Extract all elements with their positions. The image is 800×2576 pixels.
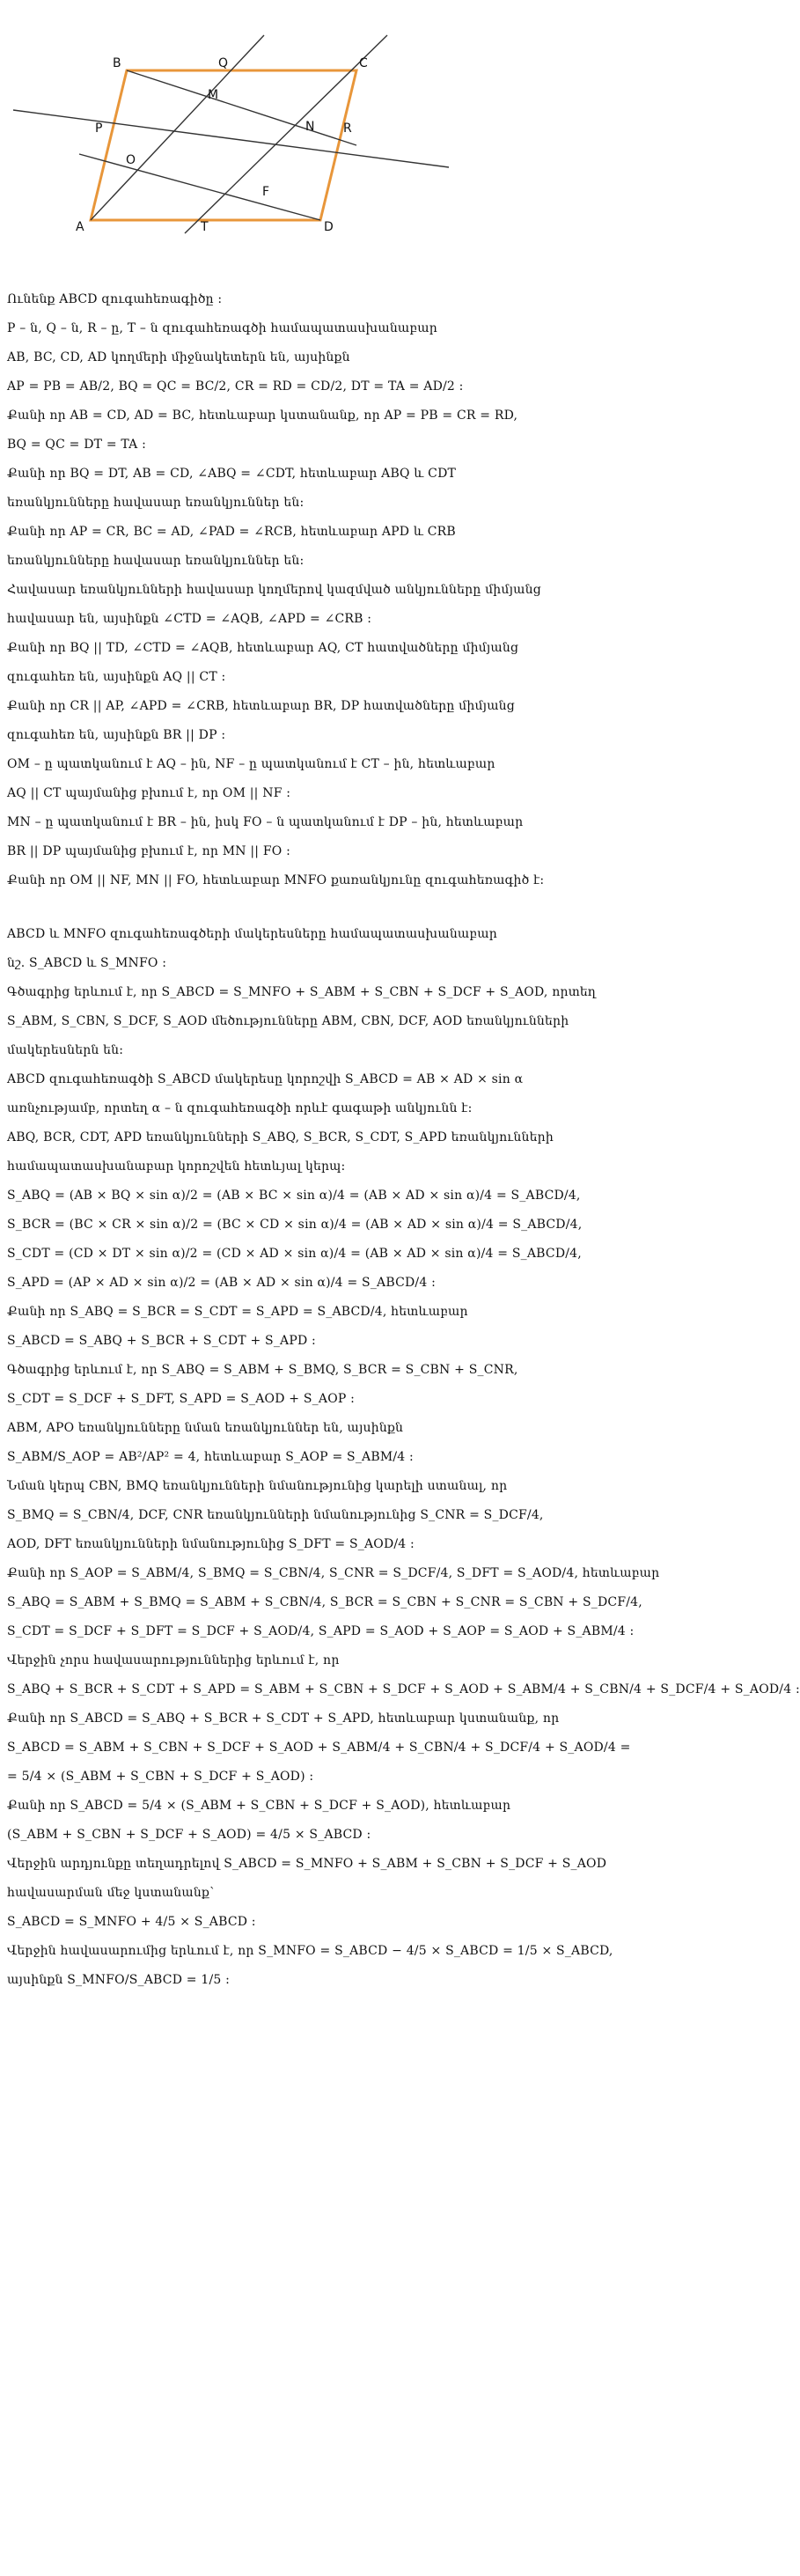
text-line: S_APD = (AP × AD × sin α)/2 = (AB × AD × sin α)/4 = S_ABCD/4 :: [7, 1276, 436, 1290]
text-line: = 5/4 × (S_ABM + S_CBN + S_DCF + S_AOD) :: [7, 1770, 314, 1784]
text-line: S_ABCD = S_MNFO + 4/5 × S_ABCD :: [7, 1915, 256, 1929]
text-line: S_CDT = S_DCF + S_DFT, S_APD = S_AOD + S_AOP :: [7, 1392, 356, 1406]
text-line: BR || DP պայմանից բխում է, որ MN || FO :: [7, 844, 291, 858]
text-line: Քանի որ S_ABCD = S_ABQ + S_BCR + S_CDT + S_APD, հետևաբար կստանանք, որ: [7, 1711, 560, 1726]
text-line: S_ABCD = S_ABM + S_CBN + S_DCF + S_AOD + S_ABM/4 + S_CBN/4 + S_DCF/4 + S_AOD/4 =: [7, 1741, 631, 1755]
text-line: S_ABM/S_AOP = AB²/AP² = 4, հետևաբար S_AOP = S_ABM/4 :: [7, 1450, 414, 1464]
text-line: S_CDT = (CD × DT × sin α)/2 = (CD × AD × sin α)/4 = (AB × AD × sin α)/4 = S_ABCD/4,: [7, 1247, 582, 1261]
text-line: հավասար են, այսինքն ∠CTD = ∠AQB, ∠APD = ∠CRB :: [7, 612, 372, 626]
label-o: O: [126, 153, 136, 167]
label-c: C: [359, 56, 368, 70]
text-line: զուգահեռ են, այսինքն AQ || CT :: [7, 670, 226, 684]
text-line: S_BCR = (BC × CR × sin α)/2 = (BC × CD × sin α)/4 = (AB × AD × sin α)/4 = S_ABCD/4,: [7, 1218, 583, 1232]
text-line: մակերեսներն են:: [7, 1043, 124, 1057]
line-bq-extended: [13, 110, 449, 167]
text-line: այսինքն S_MNFO/S_ABCD = 1/5 :: [7, 1973, 231, 1987]
text-line: S_ABQ = (AB × BQ × sin α)/2 = (AB × BC × sin α)/4 = (AB × AD × sin α)/4 = S_ABCD/4,: [7, 1189, 581, 1203]
text-line: եռանկյունները հավասար եռանկյուններ են:: [7, 496, 305, 510]
text-line: S_ABCD = S_ABQ + S_BCR + S_CDT + S_APD :: [7, 1334, 316, 1348]
text-line: (S_ABM + S_CBN + S_DCF + S_AOD) = 4/5 × S_ABCD :: [7, 1828, 371, 1842]
text-line: P – ն, Q – ն, R – ը, T – ն զուգահեռագծի համապատասխանաբար: [7, 321, 437, 335]
text-line: OM – ը պատկանում է AQ – ին, NF – ը պատկանում է CT – ին, հետևաբար: [7, 757, 495, 771]
text-line: զուգահեռ են, այսինքն BR || DP :: [7, 728, 226, 742]
text-line: Վերջին հավասարումից երևում է, որ S_MNFO = S_ABCD − 4/5 × S_ABCD = 1/5 × S_ABCD,: [7, 1944, 613, 1958]
text-line: Վերջին արդյունքը տեղադրելով S_ABCD = S_MNFO + S_ABM + S_CBN + S_DCF + S_AOD: [7, 1857, 607, 1871]
text-line: նշ. S_ABCD և S_MNFO :: [7, 956, 167, 970]
text-line: ABM, APO եռանկյունները նման եռանկյուններ են, այսինքն: [7, 1421, 404, 1435]
text-line: Գծագրից երևում է, որ S_ABQ = S_ABM + S_BMQ, S_BCR = S_CBN + S_CNR,: [7, 1363, 518, 1377]
line-ct-extended: [185, 35, 387, 233]
text-line: BQ = QC = DT = TA :: [7, 438, 147, 452]
label-n: N: [305, 120, 315, 134]
text-line: S_CDT = S_DCF + S_DFT = S_DCF + S_AOD/4, S_APD = S_AOD + S_AOP = S_AOD + S_ABM/4 :: [7, 1624, 635, 1638]
text-line: S_BMQ = S_CBN/4, DCF, CNR եռանկյունների նմանությունից S_CNR = S_DCF/4,: [7, 1508, 544, 1522]
text-line: եռանկյունները հավասար եռանկյուններ են:: [7, 554, 305, 568]
solution-text: [7, 291, 800, 2000]
text-line: S_ABQ + S_BCR + S_CDT + S_APD = S_ABM + S_CBN + S_DCF + S_AOD + S_ABM/4 + S_CBN/4 + S_DCF/4 + S_AOD/4 :: [7, 1682, 800, 1696]
text-line: Քանի որ BQ = DT, AB = CD, ∠ABQ = ∠CDT, հետևաբար ABQ և CDT: [7, 467, 457, 481]
text-line: Քանի որ AP = CR, BC = AD, ∠PAD = ∠RCB, հետևաբար APD և CRB: [7, 525, 456, 539]
text-line: S_ABM, S_CBN, S_DCF, S_AOD մեծությունները ABM, CBN, DCF, AOD եռանկյունների: [7, 1014, 569, 1028]
label-b: B: [113, 56, 121, 70]
text-line: Քանի որ S_AOP = S_ABM/4, S_BMQ = S_CBN/4, S_CNR = S_DCF/4, S_DFT = S_AOD/4, հետևաբար: [7, 1566, 660, 1580]
text-line: Քանի որ CR || AP, ∠APD = ∠CRB, հետևաբար BR, DP հատվածները միմյանց: [7, 699, 515, 713]
label-r: R: [343, 121, 352, 136]
text-line: Քանի որ S_ABCD = 5/4 × (S_ABM + S_CBN + S_DCF + S_AOD), հետևաբար: [7, 1799, 511, 1813]
text-line: համապատասխանաբար կորոշվեն հետևյալ կերպ:: [7, 1159, 346, 1174]
text-line: Քանի որ S_ABQ = S_BCR = S_CDT = S_APD = S_ABCD/4, հետևաբար: [7, 1305, 468, 1319]
text-line: ABCD և MNFO զուգահեռագծերի մակերեսները համապատասխանաբար: [7, 927, 497, 941]
label-q: Q: [218, 56, 229, 70]
text-line: AB, BC, CD, AD կողմերի միջնակետերն են, այսինքն: [7, 350, 350, 364]
paragraph-gap: [7, 901, 641, 925]
label-d: D: [324, 220, 334, 234]
text-line: Նման կերպ CBN, BMQ եռանկյունների նմանությունից կարելի ստանալ, որ: [7, 1479, 508, 1493]
text-line: առնչությամբ, որտեղ α – ն զուգահեռագծի որևէ գագաթի անկյունն է:: [7, 1101, 473, 1115]
text-line: Վերջին չորս հավասարություններից երևում է, որ: [7, 1653, 340, 1667]
text-line: AQ || CT պայմանից բխում է, որ OM || NF :: [7, 786, 291, 800]
text-line: հավասարման մեջ կստանանք`: [7, 1886, 217, 1900]
text-line: ABQ, BCR, CDT, APD եռանկյունների S_ABQ, S_BCR, S_CDT, S_APD եռանկյունների: [7, 1130, 554, 1144]
line-br-extended: [127, 70, 356, 145]
text-line: S_ABQ = S_ABM + S_BMQ = S_ABM + S_CBN/4, S_BCR = S_CBN + S_CNR = S_CBN + S_DCF/4,: [7, 1595, 642, 1609]
label-p: P: [95, 121, 103, 136]
text-line: Գծագրից երևում է, որ S_ABCD = S_MNFO + S_ABM + S_CBN + S_DCF + S_AOD, որտեղ: [7, 985, 597, 999]
text-line: Քանի որ BQ || TD, ∠CTD = ∠AQB, հետևաբար AQ, CT հատվածները միմյանց: [7, 641, 519, 655]
parallelogram-abcd: [91, 70, 356, 220]
label-m: M: [208, 88, 219, 102]
text-line: AP = PB = AB/2, BQ = QC = BC/2, CR = RD = CD/2, DT = TA = AD/2 :: [7, 379, 464, 394]
line-dp-extended: [79, 154, 320, 220]
text-line: ABCD զուգահեռագծի S_ABCD մակերեսը կորոշվի S_ABCD = AB × AD × sin α: [7, 1072, 524, 1086]
text-line: Ունենք ABCD զուգահեռագիծը :: [7, 292, 223, 306]
text-line: AOD, DFT եռանկյունների նմանությունից S_DFT = S_AOD/4 :: [7, 1537, 415, 1551]
label-a: A: [76, 220, 84, 234]
text-line: MN – ը պատկանում է BR – ին, իսկ FO – ն պատկանում է DP – ին, հետևաբար: [7, 815, 524, 829]
label-t: T: [201, 220, 209, 234]
text-line: Հավասար եռանկյունների հավասար կողմերով կազմված անկյունները միմյանց: [7, 583, 541, 597]
text-line: Քանի որ OM || NF, MN || FO, հետևաբար MNFO քառանկյունը զուգահեռագիծ է:: [7, 873, 545, 887]
parallelogram-figure: [0, 0, 648, 264]
text-line: Քանի որ AB = CD, AD = BC, հետևաբար կստանանք, որ AP = PB = CR = RD,: [7, 408, 518, 423]
label-f: F: [262, 185, 270, 199]
